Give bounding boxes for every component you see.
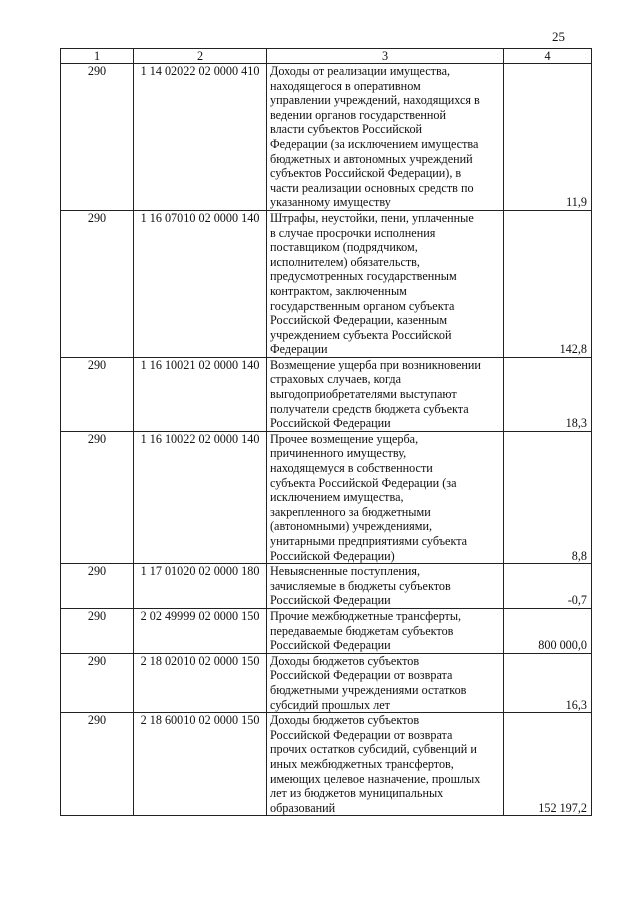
amount-cell: 11,9 [504, 64, 592, 211]
table-row [61, 564, 592, 609]
budget-code-cell: 1 16 10022 02 0000 140 [134, 431, 267, 563]
budget-code-cell: 2 18 60010 02 0000 150 [134, 713, 267, 816]
table-row [61, 608, 592, 653]
budget-code-cell: 2 02 49999 02 0000 150 [134, 608, 267, 653]
revenue-name-cell: Прочие межбюджетные трансферты, передаваемые бюджетам субъектов Российской Федерации [267, 608, 504, 653]
admin-code-cell: 290 [61, 564, 134, 609]
revenue-name-cell: Невыясненные поступления, зачисляемые в бюджеты субъектов Российской Федерации [267, 564, 504, 609]
table-row [61, 653, 592, 712]
header-col-3: 3 [267, 49, 504, 64]
header-row [61, 49, 592, 64]
table-row [61, 713, 592, 816]
amount-cell: 152 197,2 [504, 713, 592, 816]
admin-code-cell: 290 [61, 431, 134, 563]
table-body [61, 64, 592, 816]
revenue-name-cell: Штрафы, неустойки, пени, уплаченные в случае просрочки исполнения поставщиком (подрядчиком, исполнителем) обязательств, предусмотренных государственным контрактом, заключенным государственным органом субъекта Российской Федерации, казенным учреждением субъекта Российской Федерации [267, 210, 504, 357]
revenue-name-cell: Прочее возмещение ущерба, причиненного имуществу, находящемуся в собственности субъекта Российской Федерации (за исключением имущества, закрепленного за бюджетными (автономными) учреждениями, унитарными предприятиями субъекта Российской Федерации) [267, 431, 504, 563]
amount-cell: -0,7 [504, 564, 592, 609]
revenue-name-cell: Возмещение ущерба при возникновении страховых случаев, когда выгодоприобретателями выступают получатели средств бюджета субъекта Российской Федерации [267, 357, 504, 431]
revenue-table [60, 48, 592, 816]
revenue-name-cell: Доходы бюджетов субъектов Российской Федерации от возврата прочих остатков субсидий, субвенций и иных межбюджетных трансфертов, имеющих целевое назначение, прошлых лет из бюджетов муниципальных образований [267, 713, 504, 816]
budget-code-cell: 1 16 10021 02 0000 140 [134, 357, 267, 431]
table-row [61, 64, 592, 211]
revenue-name-cell: Доходы бюджетов субъектов Российской Федерации от возврата бюджетными учреждениями остатков субсидий прошлых лет [267, 653, 504, 712]
admin-code-cell: 290 [61, 713, 134, 816]
table-row [61, 431, 592, 563]
header-col-4: 4 [504, 49, 592, 64]
admin-code-cell: 290 [61, 210, 134, 357]
table-row [61, 210, 592, 357]
admin-code-cell: 290 [61, 608, 134, 653]
admin-code-cell: 290 [61, 64, 134, 211]
budget-code-cell: 1 16 07010 02 0000 140 [134, 210, 267, 357]
amount-cell: 16,3 [504, 653, 592, 712]
revenue-name-cell: Доходы от реализации имущества, находящегося в оперативном управлении учреждений, находящихся в ведении органов государственной власти субъектов Российской Федерации (за исключением имущества бюджетных и автономных учреждений субъектов Российской Федерации), в части реализации основных средств по указанному имуществу [267, 64, 504, 211]
budget-code-cell: 1 14 02022 02 0000 410 [134, 64, 267, 211]
table-row [61, 357, 592, 431]
header-col-2: 2 [134, 49, 267, 64]
amount-cell: 800 000,0 [504, 608, 592, 653]
header-col-1: 1 [61, 49, 134, 64]
admin-code-cell: 290 [61, 653, 134, 712]
amount-cell: 8,8 [504, 431, 592, 563]
budget-code-cell: 2 18 02010 02 0000 150 [134, 653, 267, 712]
amount-cell: 18,3 [504, 357, 592, 431]
budget-code-cell: 1 17 01020 02 0000 180 [134, 564, 267, 609]
amount-cell: 142,8 [504, 210, 592, 357]
admin-code-cell: 290 [61, 357, 134, 431]
page-number: 25 [552, 29, 565, 44]
